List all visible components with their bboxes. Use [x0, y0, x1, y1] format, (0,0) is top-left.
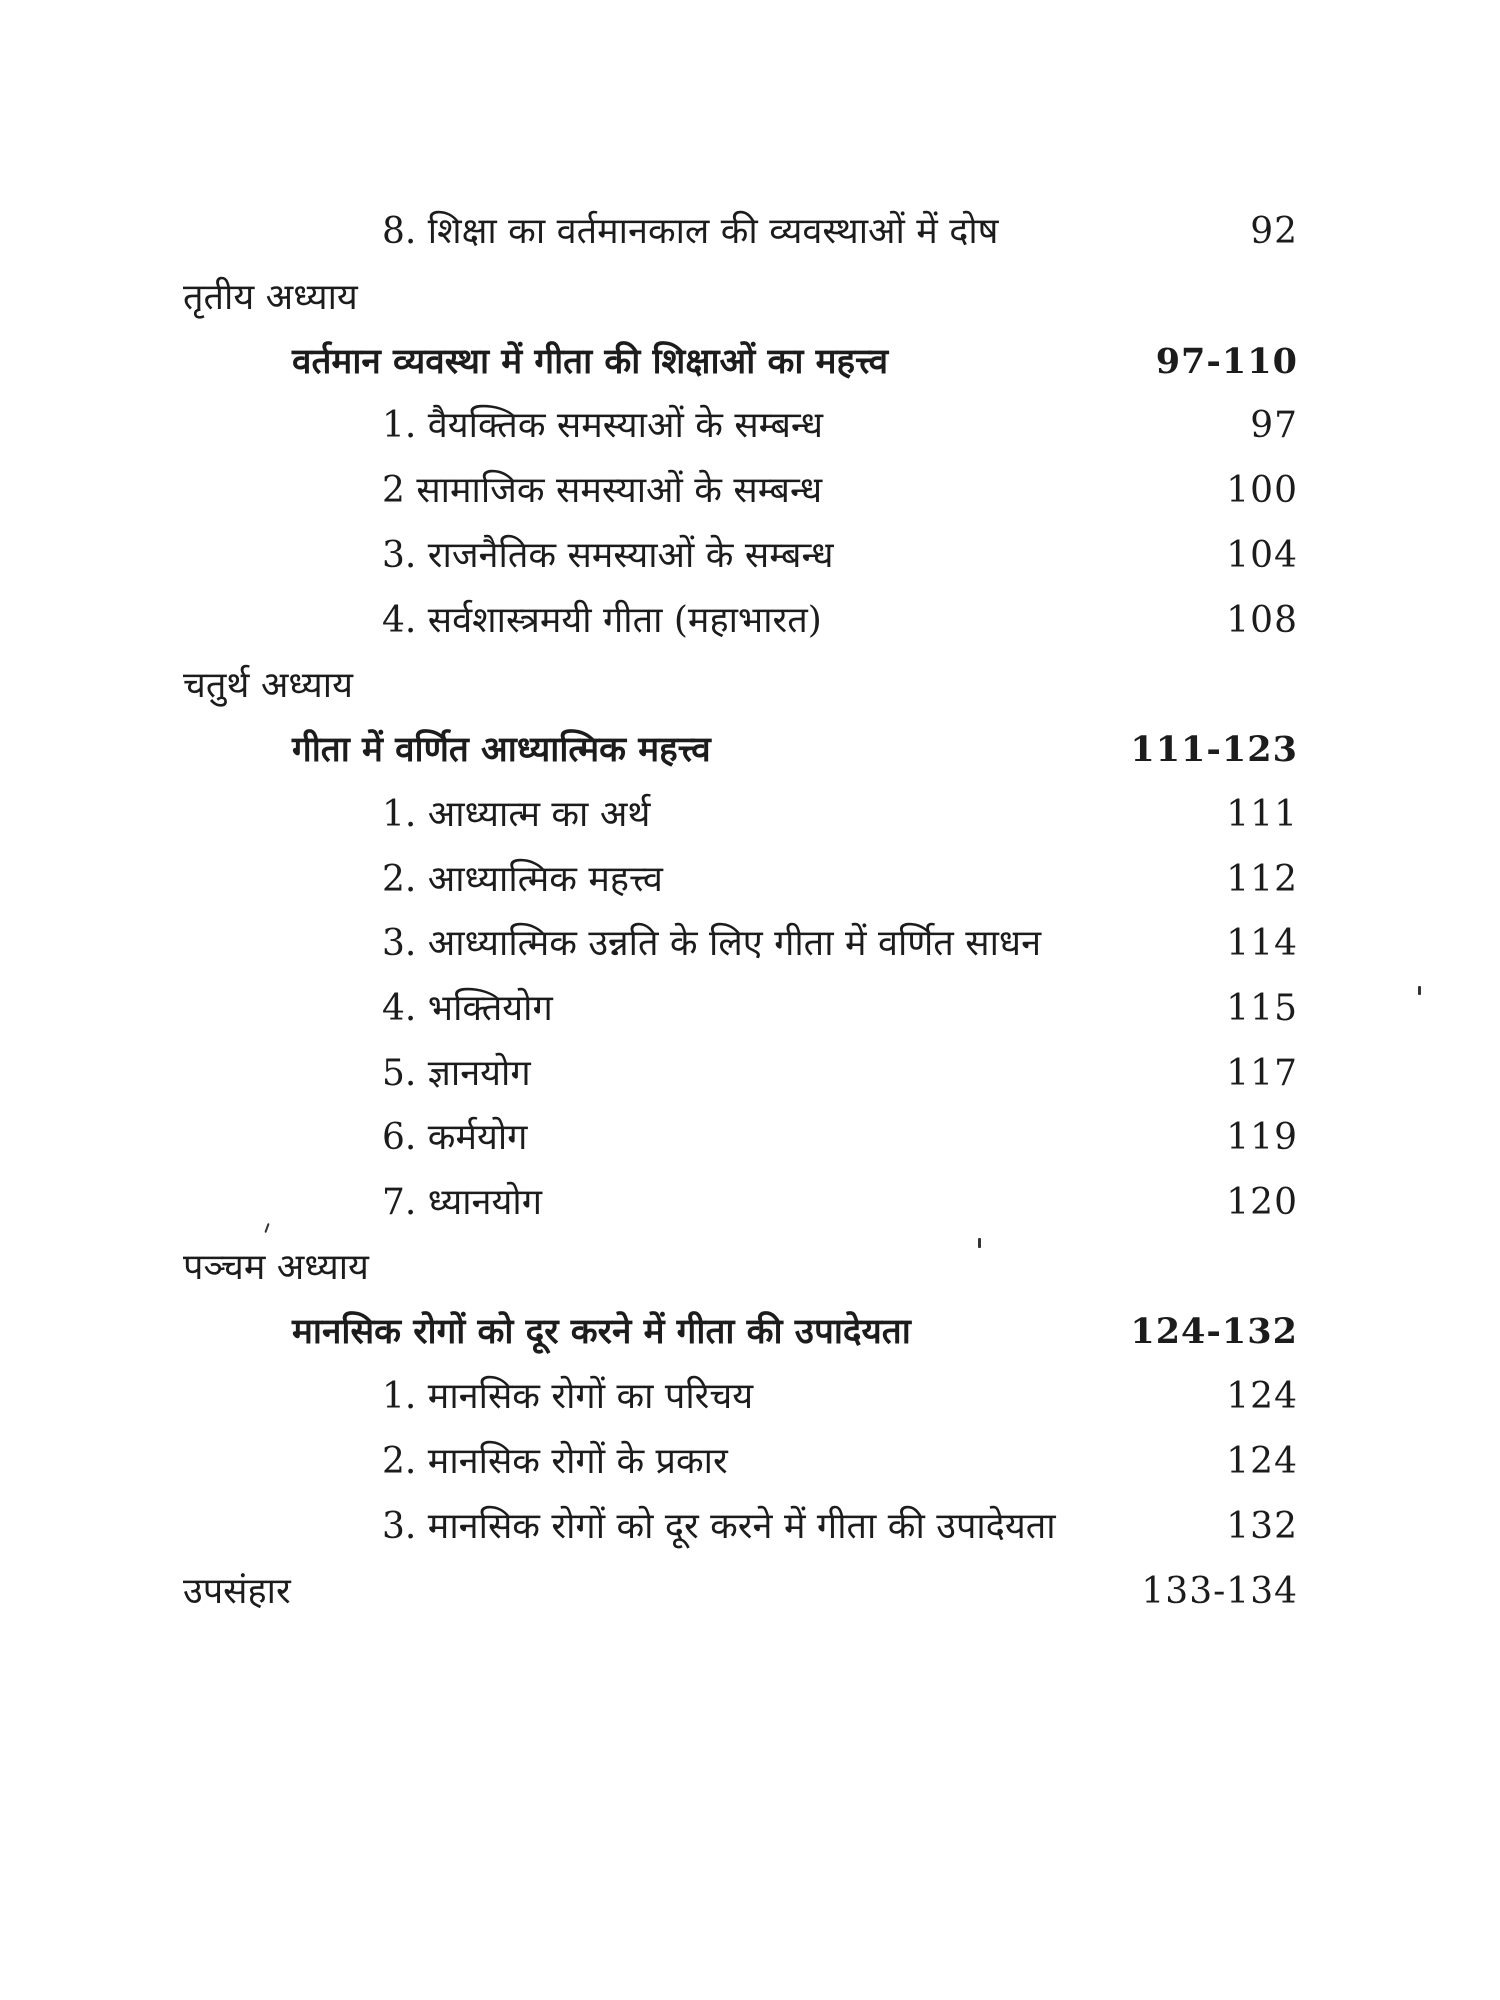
entry-text: 4. सर्वशास्त्रमयी गीता (महाभारत): [382, 600, 822, 641]
toc-entry: [382, 396, 1298, 456]
entry-text: 2 सामाजिक समस्याओं के सम्बन्ध: [382, 470, 823, 511]
page-number: 132: [1226, 1506, 1298, 1547]
toc-entry: [382, 785, 1298, 845]
page-range: 133-134: [1141, 1571, 1298, 1612]
entry-text: 3. मानसिक रोगों को दूर करने में गीता की उपादेयता: [382, 1506, 1056, 1547]
entry-text: 3. राजनैतिक समस्याओं के सम्बन्ध: [382, 535, 834, 576]
entry-text: 2. आध्यात्मिक महत्त्व: [382, 859, 663, 900]
toc-entry: [382, 1173, 1298, 1233]
page-number: 124: [1226, 1441, 1298, 1482]
page-number: 115: [1226, 988, 1298, 1029]
entry-text: 6. कर्मयोग: [382, 1117, 528, 1158]
page-number: 108: [1226, 600, 1298, 641]
toc-entry: [382, 979, 1298, 1039]
toc-entry: [382, 202, 1298, 262]
entry-text: 8. शिक्षा का वर्तमानकाल की व्यवस्थाओं में दोष: [382, 211, 999, 252]
page-number: 112: [1226, 859, 1298, 900]
entry-text: गीता में वर्णित आध्यात्मिक महत्त्व: [292, 729, 711, 770]
page-range: 111-123: [1130, 729, 1298, 770]
entry-text: 1. आध्यात्म का अर्थ: [382, 794, 651, 835]
scan-speck: [978, 1238, 981, 1248]
page-number: 120: [1226, 1182, 1298, 1223]
toc-entry: [382, 591, 1298, 651]
entry-text: पञ्चम अध्याय: [183, 1247, 369, 1288]
page-range: 124-132: [1130, 1311, 1298, 1352]
page-number: 117: [1226, 1053, 1298, 1094]
entry-text: 7. ध्यानयोग: [382, 1182, 542, 1223]
toc-entry: [382, 1432, 1298, 1492]
toc-entry: [382, 1108, 1298, 1168]
chapter-title: [292, 1302, 1298, 1362]
entry-text: चतुर्थ अध्याय: [183, 665, 353, 706]
chapter-heading: [183, 656, 683, 716]
scan-speck: [1418, 986, 1421, 995]
page-number: 97: [1250, 405, 1298, 446]
entry-text: 4. भक्तियोग: [382, 988, 553, 1029]
page-number: 111: [1226, 794, 1298, 835]
page-number: 114: [1226, 923, 1298, 964]
toc-entry: [382, 526, 1298, 586]
toc-entry: [382, 1367, 1298, 1427]
entry-text: 5. ज्ञानयोग: [382, 1053, 531, 1094]
page-number: 104: [1226, 535, 1298, 576]
toc-entry: [382, 1497, 1298, 1557]
toc-entry: [382, 850, 1298, 910]
scan-speck: [264, 1223, 269, 1233]
toc-entry: [382, 914, 1298, 974]
entry-text: मानसिक रोगों को दूर करने में गीता की उपादेयता: [292, 1311, 911, 1352]
page-number: 124: [1226, 1376, 1298, 1417]
page-number: 100: [1226, 470, 1298, 511]
chapter-heading: [183, 268, 683, 328]
entry-text: 1. मानसिक रोगों का परिचय: [382, 1376, 754, 1417]
page-number: 119: [1226, 1117, 1298, 1158]
toc-entry: [382, 1044, 1298, 1104]
page-range: 97-110: [1155, 341, 1298, 382]
chapter-title: [292, 720, 1298, 780]
entry-text: वर्तमान व्यवस्था में गीता की शिक्षाओं का महत्त्व: [292, 341, 889, 382]
chapter-heading: [183, 1238, 683, 1298]
toc-entry: [382, 461, 1298, 521]
entry-text: 1. वैयक्तिक समस्याओं के सम्बन्ध: [382, 405, 824, 446]
entry-text: 3. आध्यात्मिक उन्नति के लिए गीता में वर्णित साधन: [382, 923, 1042, 964]
toc-entry-conclusion: [183, 1562, 1298, 1622]
entry-text: 2. मानसिक रोगों के प्रकार: [382, 1441, 728, 1482]
entry-text: उपसंहार: [183, 1571, 291, 1612]
chapter-title: [292, 332, 1298, 392]
entry-text: तृतीय अध्याय: [183, 277, 358, 318]
page-number: 92: [1250, 211, 1298, 252]
